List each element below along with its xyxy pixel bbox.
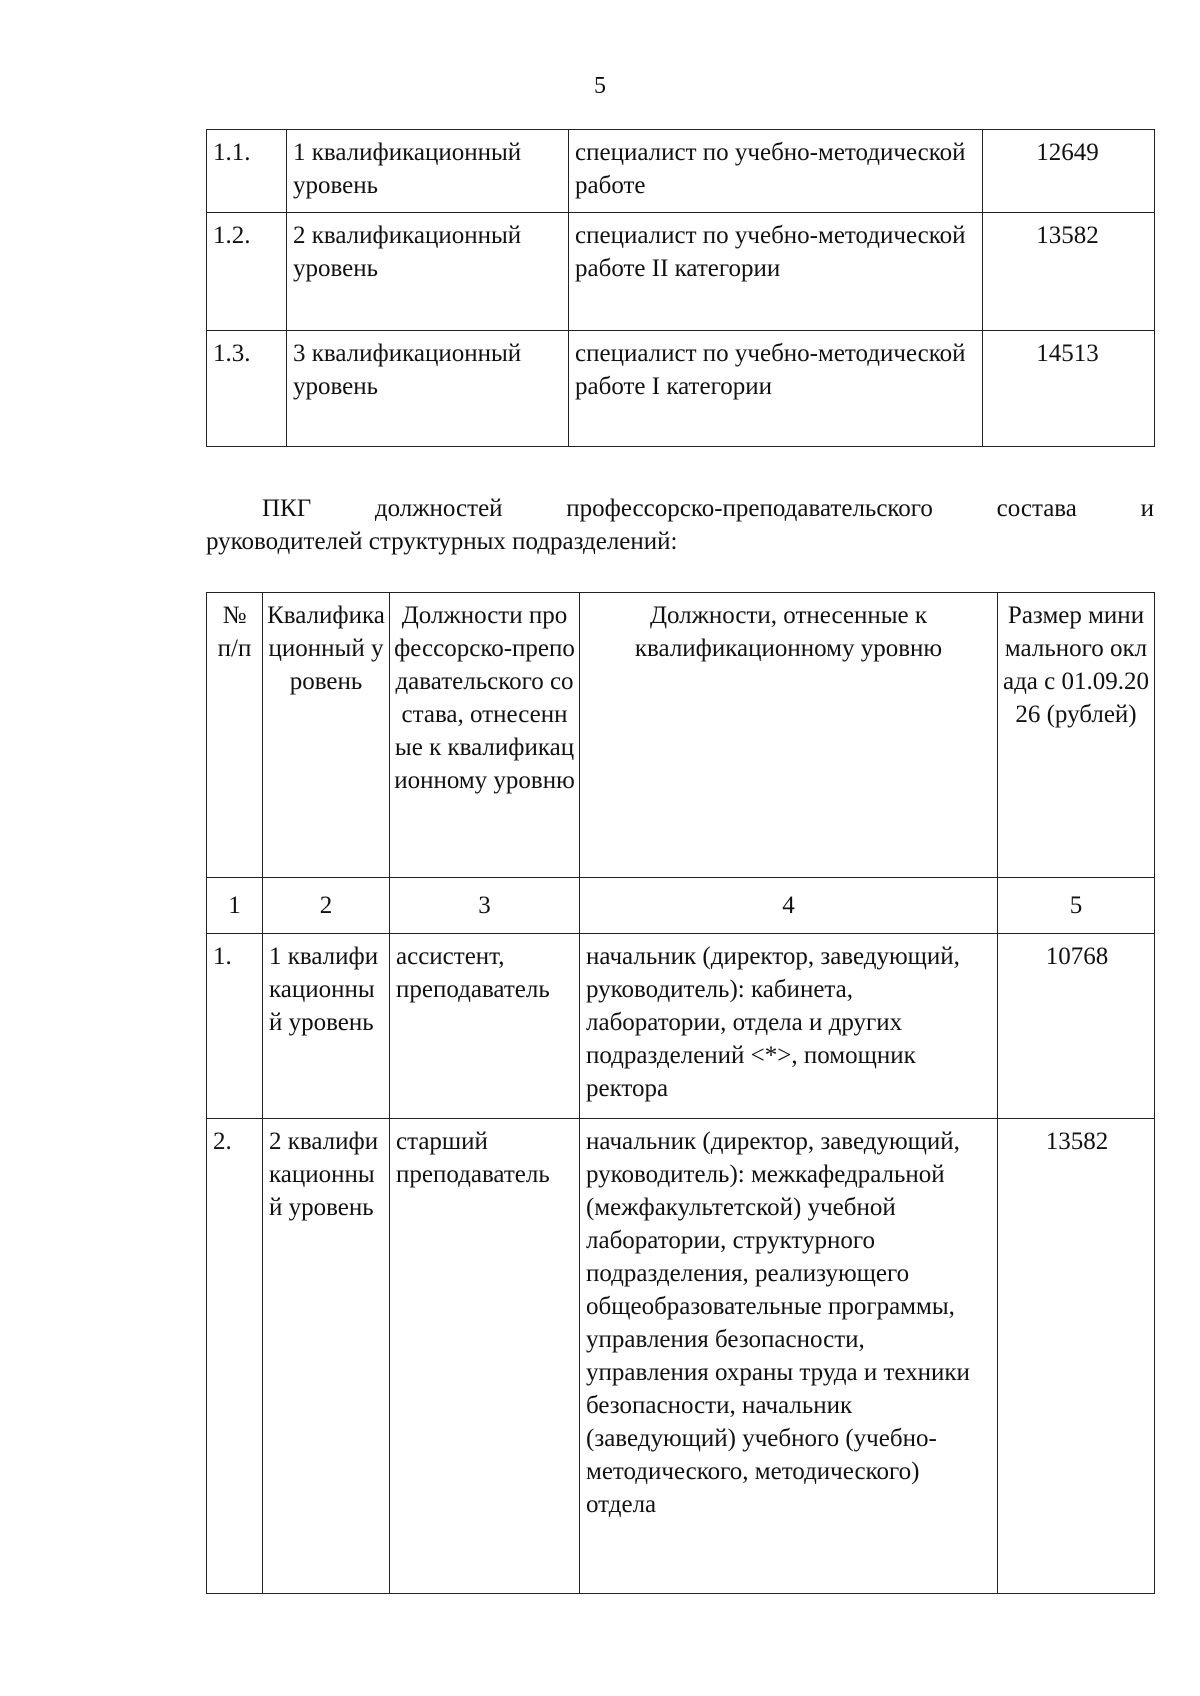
column-number: 5	[998, 878, 1155, 934]
qualification-level: 2 квалификационный уровень	[263, 1119, 390, 1594]
table-row	[207, 213, 1155, 331]
column-number: 3	[390, 878, 580, 934]
table-row	[207, 1119, 1155, 1594]
qualification-level: 2 квалификационный уровень	[287, 213, 569, 331]
position-name: специалист по учебно-методической работе II категории	[569, 213, 983, 331]
qualification-level: 1 квалификационный уровень	[287, 130, 569, 213]
qualification-table-1	[206, 129, 1155, 447]
column-number: 4	[580, 878, 998, 934]
faculty-position: ассистент, преподаватель	[390, 934, 580, 1119]
salary-value: 13582	[998, 1119, 1155, 1594]
intro-word: ПКГ	[262, 495, 312, 522]
table-header-row	[207, 593, 1155, 878]
intro-word: и	[1140, 495, 1154, 522]
row-number: 2.	[207, 1119, 263, 1594]
position-name: специалист по учебно-методической работе I категории	[569, 331, 983, 447]
salary-value: 14513	[983, 331, 1155, 447]
other-positions: начальник (директор, заведующий, руководитель): кабинета, лаборатории, отдела и других подразделений <*>, помощник ректора	[580, 934, 998, 1119]
table-row	[207, 331, 1155, 447]
row-number: 1.2.	[207, 213, 287, 331]
position-name: специалист по учебно-методической работе	[569, 130, 983, 213]
intro-word: должностей	[374, 495, 503, 522]
page-number: 5	[594, 73, 606, 99]
section-intro	[206, 492, 1154, 558]
column-number: 1	[207, 878, 263, 934]
row-number: 1.	[207, 934, 263, 1119]
column-number: 2	[263, 878, 390, 934]
column-number-row	[207, 878, 1155, 934]
row-number: 1.1.	[207, 130, 287, 213]
intro-line-2: руководителей структурных подразделений:	[206, 528, 678, 555]
salary-value: 13582	[983, 213, 1155, 331]
qualification-level: 3 квалификационный уровень	[287, 331, 569, 447]
faculty-position: старший преподаватель	[390, 1119, 580, 1594]
salary-value: 10768	[998, 934, 1155, 1119]
qualification-level: 1 квалификационный уровень	[263, 934, 390, 1119]
header-num: № п/п	[207, 593, 263, 878]
row-number: 1.3.	[207, 331, 287, 447]
salary-value: 12649	[983, 130, 1155, 213]
header-salary: Размер минимального оклада с 01.09.2026 (рублей)	[998, 593, 1155, 878]
intro-line-1	[206, 492, 1154, 525]
table-row	[207, 130, 1155, 213]
intro-word: профессорско-преподавательского	[566, 495, 933, 522]
header-faculty: Должности профессорско-преподавательского состава, отнесенные к квалификационному уровню	[390, 593, 580, 878]
table-row	[207, 934, 1155, 1119]
qualification-table-2	[206, 592, 1155, 1594]
other-positions: начальник (директор, заведующий, руководитель): межкафедральной (межфакультетской) учебной лаборатории, структурного подразделения, реализующего общеобразовательные программы, управления безопасности, управления охраны труда и техники безопасности, начальник (заведующий) учебного (учебно-методического, методического) отдела	[580, 1119, 998, 1594]
header-level: Квалификационный уровень	[263, 593, 390, 878]
intro-word: состава	[996, 495, 1077, 522]
header-positions: Должности, отнесенные к квалификационному уровню	[580, 593, 998, 878]
